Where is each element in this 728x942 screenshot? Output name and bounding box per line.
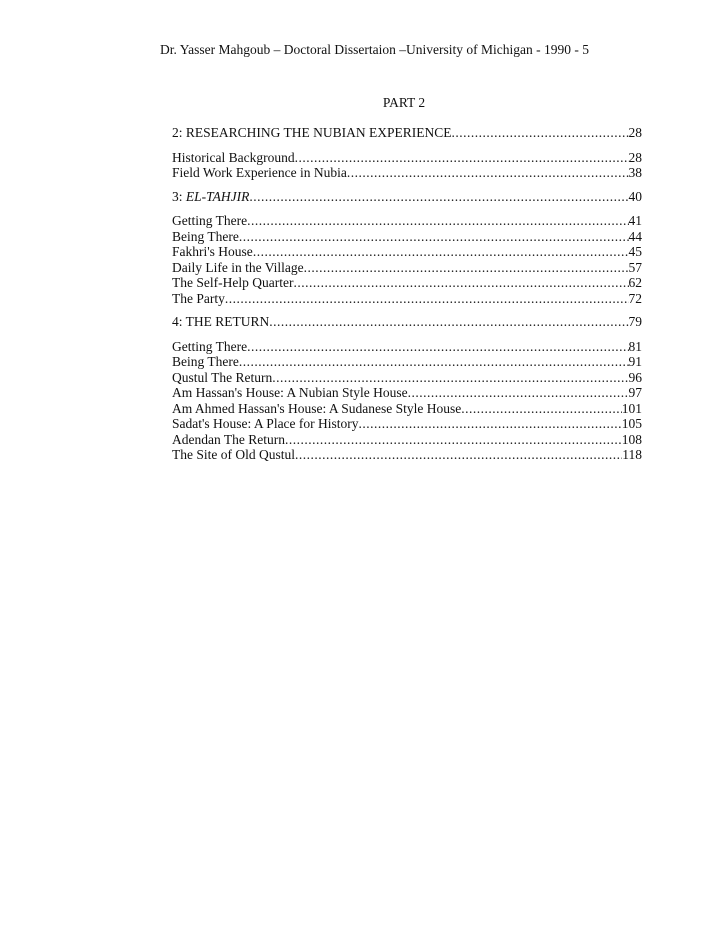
toc-chapter-3[interactable] bbox=[172, 189, 642, 205]
section-title: Historical Background bbox=[172, 149, 295, 165]
dot-leader bbox=[285, 432, 622, 448]
section-title: Am Ahmed Hassan's House: A Sudanese Style House bbox=[172, 400, 462, 416]
section-title: Being There bbox=[172, 354, 239, 369]
toc-section[interactable] bbox=[172, 354, 642, 370]
dot-leader bbox=[347, 165, 629, 181]
section-title: Being There bbox=[172, 228, 239, 244]
page-number: 28 bbox=[628, 125, 642, 140]
table-of-contents bbox=[172, 125, 642, 463]
dot-leader bbox=[295, 447, 622, 463]
section-title: Getting There bbox=[172, 213, 248, 228]
page-number: 91 bbox=[628, 354, 642, 369]
chapter-prefix: 4: bbox=[172, 314, 186, 329]
page-number: 40 bbox=[628, 188, 642, 204]
toc-chapter-2[interactable] bbox=[172, 125, 642, 141]
page-number: 41 bbox=[628, 213, 642, 228]
toc-section[interactable] bbox=[172, 339, 642, 355]
chapter-title: RESEARCHING THE NUBIAN EXPERIENCE bbox=[185, 125, 452, 140]
section-title: Qustul The Return bbox=[172, 369, 273, 385]
section-title: The Self-Help Quarter bbox=[172, 275, 294, 290]
chapter-title: THE RETURN bbox=[185, 314, 270, 329]
page-number: 97 bbox=[628, 385, 642, 400]
dot-leader bbox=[408, 385, 629, 401]
chapter-title: EL-TAHJIR bbox=[185, 188, 250, 204]
section-title: Field Work Experience in Nubia bbox=[172, 165, 347, 180]
dot-leader bbox=[461, 401, 621, 417]
toc-section[interactable] bbox=[172, 370, 642, 386]
dot-leader bbox=[304, 260, 629, 276]
page-number: 62 bbox=[628, 275, 642, 290]
toc-section[interactable] bbox=[172, 447, 642, 463]
dot-leader bbox=[452, 125, 629, 141]
dot-leader bbox=[239, 354, 629, 370]
section-title: Fakhri's House bbox=[172, 244, 253, 259]
dot-leader bbox=[247, 339, 628, 355]
chapter-prefix: 2: bbox=[172, 125, 186, 140]
toc-section[interactable] bbox=[172, 291, 642, 307]
dot-leader bbox=[239, 229, 629, 245]
page-number: 44 bbox=[628, 228, 642, 244]
section-title: The Party bbox=[172, 290, 225, 306]
toc-section[interactable] bbox=[172, 150, 642, 166]
page-number: 72 bbox=[628, 290, 642, 306]
toc-chapter-4[interactable] bbox=[172, 314, 642, 330]
toc-section[interactable] bbox=[172, 432, 642, 448]
dot-leader bbox=[247, 213, 628, 229]
toc-section[interactable] bbox=[172, 165, 642, 181]
part-title: PART 2 bbox=[382, 95, 426, 110]
toc-section[interactable] bbox=[172, 213, 642, 229]
dot-leader bbox=[272, 370, 628, 386]
dot-leader bbox=[359, 416, 622, 432]
page-number: 38 bbox=[628, 165, 642, 180]
toc-section[interactable] bbox=[172, 401, 642, 417]
toc-section[interactable] bbox=[172, 385, 642, 401]
section-title: Daily Life in the Village bbox=[172, 259, 304, 275]
page-number: 118 bbox=[622, 447, 642, 462]
page-number: 79 bbox=[628, 314, 642, 329]
section-title: The Site of Old Qustul bbox=[172, 447, 295, 462]
toc-section[interactable] bbox=[172, 244, 642, 260]
dot-leader bbox=[225, 291, 629, 307]
running-header: Dr. Yasser Mahgoub – Doctoral Dissertaion –University of Michigan - 1990 - 5 bbox=[160, 42, 589, 57]
page-number: 28 bbox=[628, 149, 642, 165]
page-number: 57 bbox=[628, 259, 642, 275]
dot-leader bbox=[293, 275, 628, 291]
dot-leader bbox=[269, 314, 628, 330]
section-title: Sadat's House: A Place for History bbox=[172, 416, 359, 431]
toc-section[interactable] bbox=[172, 416, 642, 432]
chapter-prefix: 3: bbox=[172, 188, 186, 204]
dot-leader bbox=[253, 244, 629, 260]
page-number: 45 bbox=[628, 244, 642, 259]
section-title: Adendan The Return bbox=[172, 431, 285, 447]
page-number: 105 bbox=[621, 416, 642, 431]
page-number: 96 bbox=[628, 369, 642, 385]
page-number: 81 bbox=[628, 338, 642, 354]
toc-section[interactable] bbox=[172, 229, 642, 245]
section-title: Getting There bbox=[172, 338, 248, 354]
toc-section[interactable] bbox=[172, 275, 642, 291]
page-number: 108 bbox=[621, 431, 642, 447]
dot-leader bbox=[249, 189, 628, 205]
page-number: 101 bbox=[621, 400, 642, 416]
section-title: Am Hassan's House: A Nubian Style House bbox=[172, 385, 408, 400]
toc-section[interactable] bbox=[172, 260, 642, 276]
dot-leader bbox=[295, 150, 629, 166]
